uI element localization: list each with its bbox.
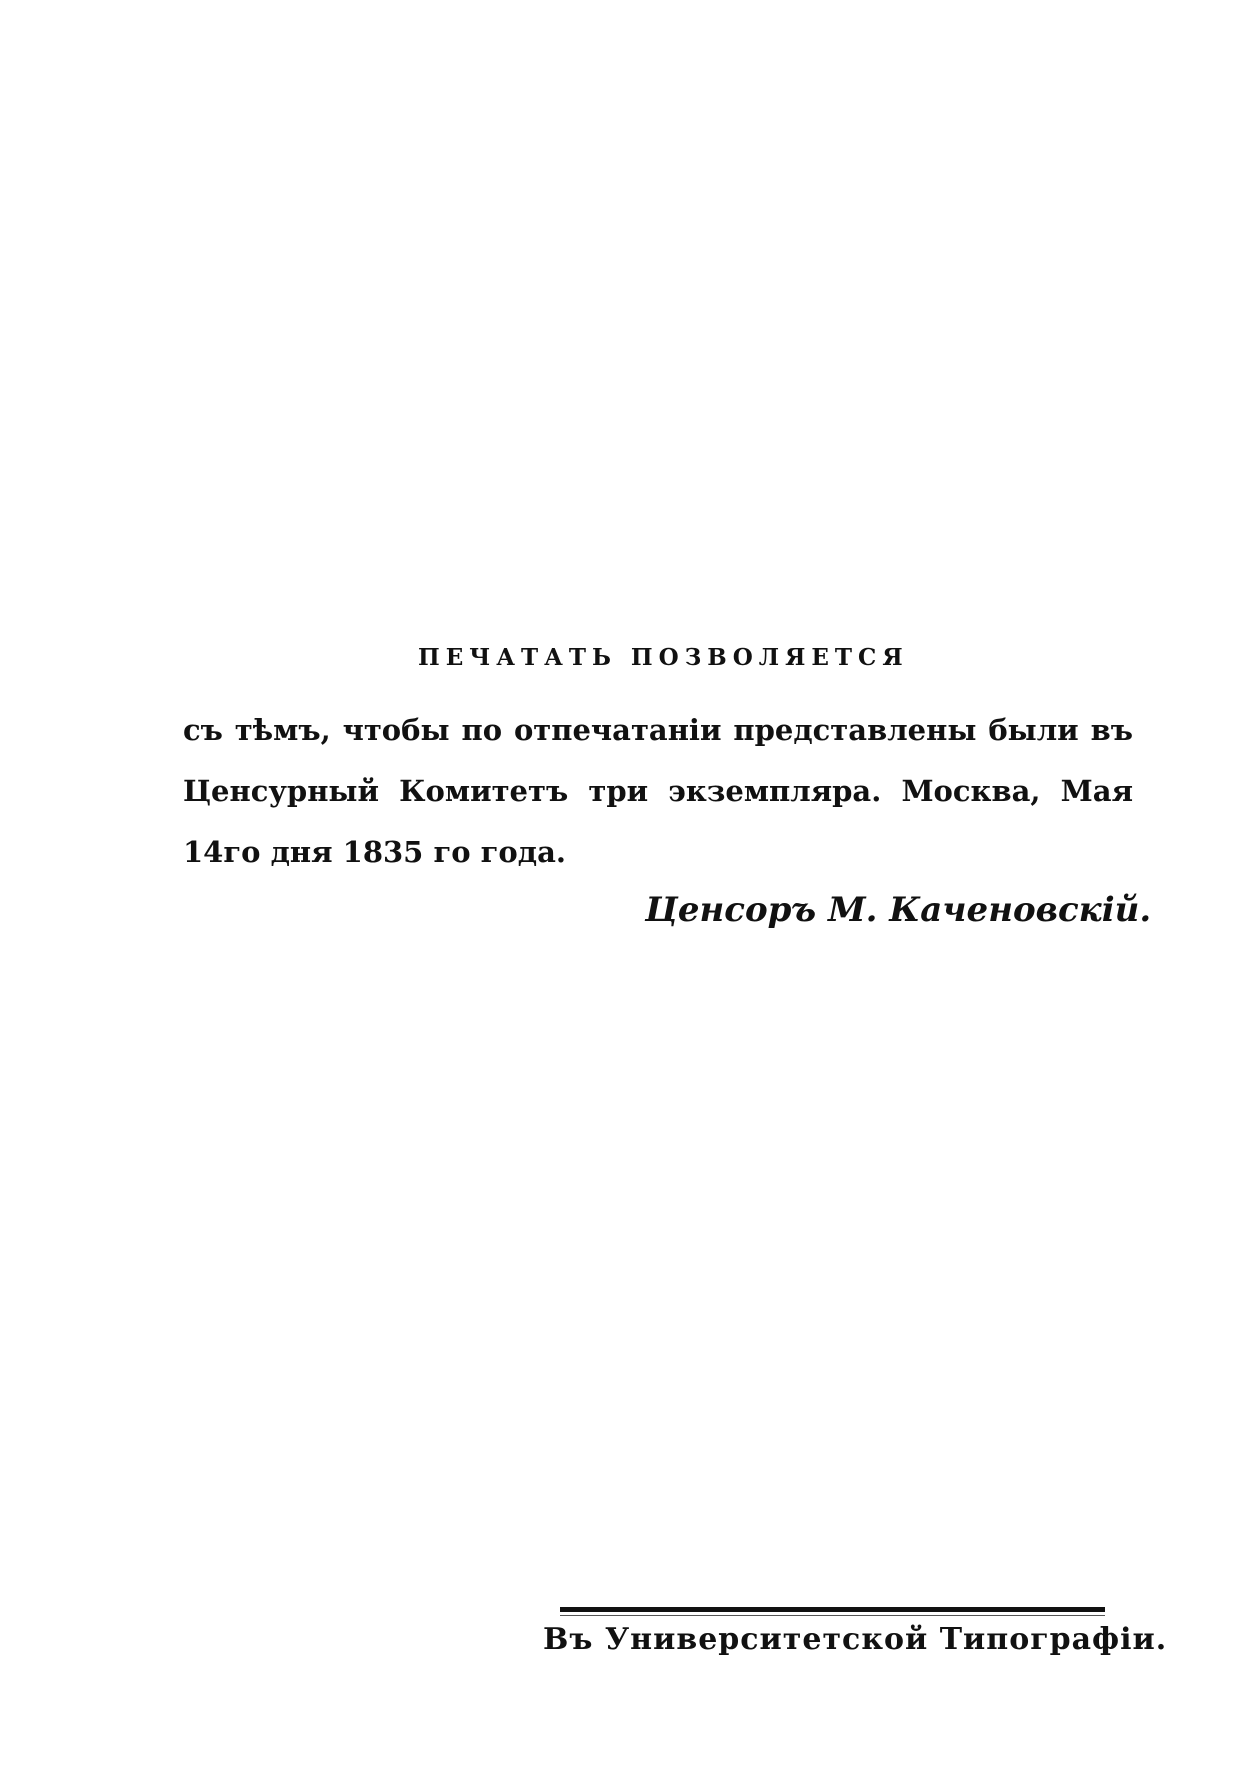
censorship-heading: ПЕЧАТАТЬ ПОЗВОЛЯЕТСЯ [418,644,909,671]
censorship-text: съ тѣмъ, чтобы по отпечатаніи представлены были въ Ценсурный Комитетъ три экземпляра. Москва, Мая 14го дня 1835 го года. [183,713,1133,869]
printer-imprint: Въ Университетской Типографіи. [543,1622,1168,1657]
divider-rule-thin [560,1615,1105,1616]
divider-rule [560,1607,1105,1612]
censor-signature: Ценсоръ М. Каченовскій. [645,890,1152,930]
